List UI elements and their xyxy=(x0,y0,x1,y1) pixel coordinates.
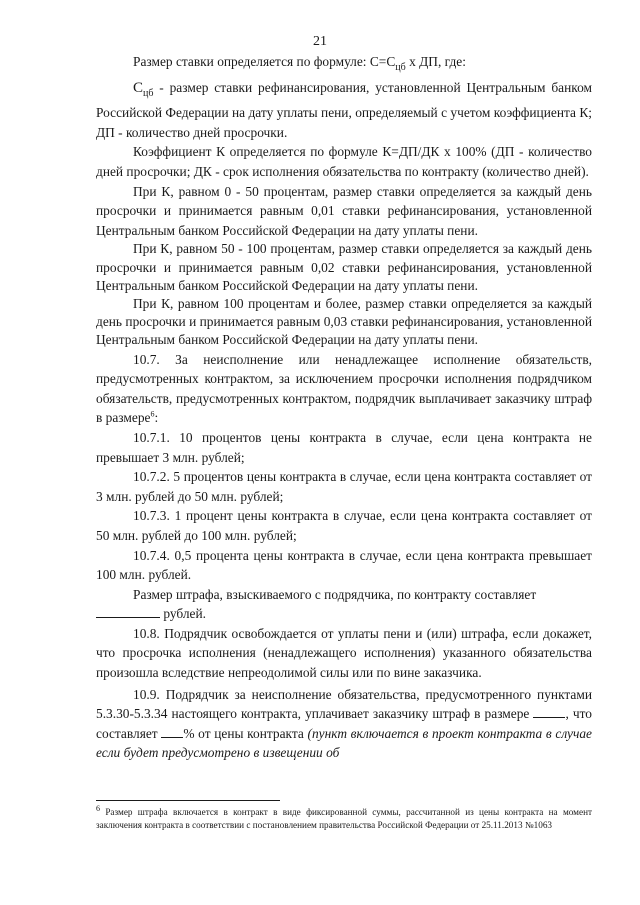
paragraph-10-7-3: 10.7.3. 1 процент цены контракта в случае, если цена контракта составляет от 50 млн. рублей до 100 млн. рублей; xyxy=(96,508,592,543)
footnote-separator xyxy=(96,800,280,801)
fine-amount-blank xyxy=(96,605,160,618)
paragraph-10-7 xyxy=(96,350,592,428)
paragraph-10-7-1: 10.7.1. 10 процентов цены контракта в случае, если цена контракта не превышает 3 млн. рублей; xyxy=(96,429,592,465)
formula-text-before: Размер ставки определяется по формуле: С=С xyxy=(133,54,396,69)
paragraph-10-7-text: 10.7. За неисполнение или ненадлежащее исполнение обязательств, предусмотренных контрактом, за исключением просрочки исполнения подрядчиком обязательств, предусмотренных контрактом, подрядчик выплачивает заказчику штраф в размере xyxy=(96,351,592,426)
footnote-marker: 6 xyxy=(96,803,100,813)
paragraph-k-0-50: При К, равном 0 - 50 процентам, размер ставки определяется за каждый день просрочки и принимается равным 0,01 ставки рефинансирования, установленной Центральным банком Российской Федерации на дату уплаты пени. xyxy=(96,183,592,238)
paragraph-coefficient: Коэффициент К определяется по формуле К=ДП/ДК х 100% (ДП - количество дней просрочки; ДК - срок исполнения обязательства по контракту (количество дней). xyxy=(96,144,592,179)
paragraph-10-9-part2: , что составляет xyxy=(96,706,592,741)
paragraph-definition xyxy=(96,78,592,143)
definition-subscript: цб xyxy=(143,87,154,99)
formula-text-after: х ДП, где: xyxy=(405,54,466,69)
paragraph-fine-amount xyxy=(96,585,592,624)
paragraph-10-9-italic: (пункт включается в проект контракта в случае если будет предусмотрено в извещении об xyxy=(96,725,592,761)
percent-blank xyxy=(161,725,183,738)
paragraph-10-9 xyxy=(96,685,592,763)
paragraph-formula xyxy=(96,52,592,78)
paragraph-k-50-100: При К, равном 50 - 100 процентам, размер ставки определяется за каждый день просрочки и принимается равным 0,02 ставки рефинансирования, установленной Центральным банком Российской Федерации на дату уплаты пени. xyxy=(96,241,592,293)
paragraph-10-9-part1: 10.9. Подрядчик за неисполнение обязательства, предусмотренного пунктами 5.3.30-5.3.34 настоящего контракта, уплачивает заказчику штраф в размере xyxy=(96,686,592,722)
paragraph-10-7-tail: : xyxy=(154,410,159,426)
formula-subscript: цб xyxy=(395,62,406,73)
footnote-text: Размер штрафа включается в контракт в виде фиксированной суммы, рассчитанной из цены контракта на момент заключения контракта в соответствии с постановлением правительства Российской Федерации от 25.11.2013 №1063 xyxy=(96,807,592,830)
page-number: 21 xyxy=(313,34,327,49)
paragraph-10-8: 10.8. Подрядчик освобождается от уплаты пени и (или) штрафа, если докажет, что просрочка исполнения (ненадлежащего исполнения) указанного обязательства произошла вследствие непреодолимой силы или по вине заказчика. xyxy=(96,625,592,681)
fine-size-blank xyxy=(533,705,565,718)
footnote-reference: 6 xyxy=(150,409,155,419)
paragraph-10-7-4: 10.7.4. 0,5 процента цены контракта в случае, если цена контракта превышает 100 млн. рублей. xyxy=(96,547,592,583)
paragraph-10-9-part3: % от цены контракта xyxy=(183,725,308,741)
definition-text: - размер ставки рефинансирования, установленной Центральным банком Российской Федерации на дату уплаты пени, определяемый с учетом коэффициента К; ДП - количество дней просрочки. xyxy=(96,79,592,140)
footnote xyxy=(96,803,592,831)
paragraph-10-7-2: 10.7.2. 5 процентов цены контракта в случае, если цена контракта составляет от 3 млн. рублей до 50 млн. рублей; xyxy=(96,469,592,504)
document-body xyxy=(96,52,592,763)
paragraph-k-100: При К, равном 100 процентам и более, размер ставки определяется за каждый день просрочки и принимается равным 0,03 ставки рефинансирования, установленной Центральным банком Российской Федерации на дату уплаты пени. xyxy=(96,295,592,348)
fine-amount-unit: рублей. xyxy=(160,606,207,622)
definition-symbol: С xyxy=(133,79,144,96)
fine-amount-text: Размер штрафа, взыскиваемого с подрядчика, по контракту составляет xyxy=(133,586,537,602)
